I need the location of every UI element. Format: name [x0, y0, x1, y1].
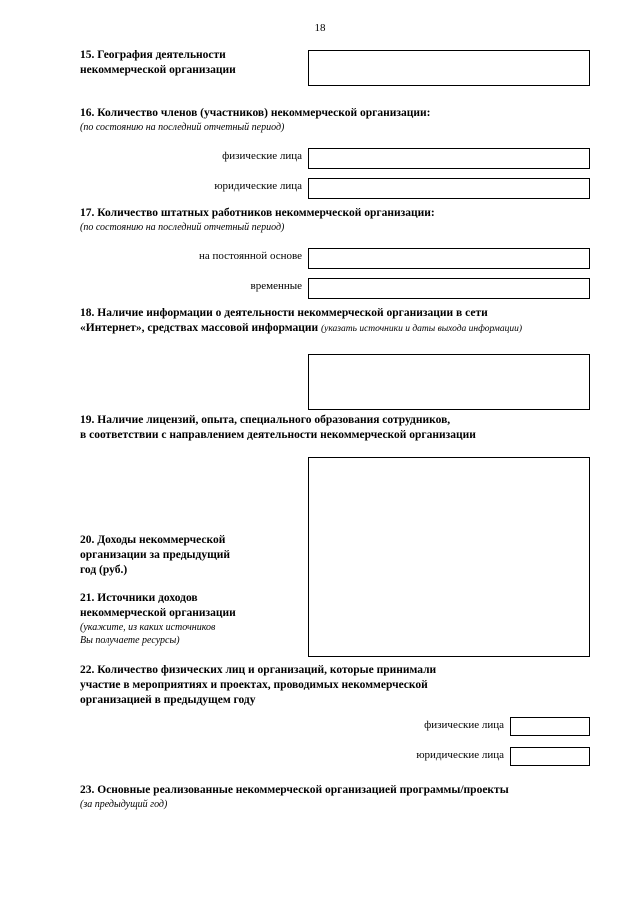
question-22-label-legal-entities: юридические лица [416, 749, 504, 761]
question-21-title-line1: 21. Источники доходов [80, 592, 198, 604]
question-16-label-legal-entities: юридические лица [214, 180, 302, 192]
question-18-input[interactable] [308, 354, 590, 410]
question-18-title-line1: 18. Наличие информации о деятельности некоммерческой организации в сети [80, 307, 488, 319]
question-22-label-individuals: физические лица [424, 719, 504, 731]
question-22-title [80, 663, 590, 708]
question-17-input-permanent[interactable] [308, 248, 590, 269]
question-21-title-line2: некоммерческой организации [80, 607, 236, 619]
question-22-input-individuals[interactable] [510, 717, 590, 736]
question-18-title-line2-text: «Интернет», средствах массовой информации [80, 322, 319, 334]
page-number: 18 [314, 22, 326, 34]
question-23-title-line1: 23. Основные реализованные некоммерческой организацией программы/проекты [80, 784, 509, 796]
question-20 [80, 533, 305, 578]
question-18-note: (указать источники и даты выхода информации) [320, 324, 522, 334]
question-19-input[interactable] [308, 457, 590, 657]
question-15-input[interactable] [308, 50, 590, 86]
question-22-input-legal-entities[interactable] [510, 747, 590, 766]
question-15-title-line2: некоммерческой организации [80, 64, 236, 76]
question-16-input-individuals[interactable] [308, 148, 590, 169]
question-19-title-line1: 19. Наличие лицензий, опыта, специального образования сотрудников, [80, 414, 451, 426]
question-17-title: 17. Количество штатных работников некоммерческой организации: [80, 207, 435, 219]
question-21-note-line1: (укажите, из каких источников [80, 622, 216, 633]
question-22-title-line1: 22. Количество физических лиц и организаций, которые принимали [80, 664, 437, 676]
question-19 [80, 413, 590, 443]
question-19-title-line2: в соответствии с направлением деятельности некоммерческой организации [80, 429, 476, 441]
question-21 [80, 591, 305, 647]
question-23-subtitle: (за предыдущий год) [80, 799, 168, 810]
question-15-title [80, 48, 305, 78]
question-18 [80, 306, 590, 337]
question-20-title-line3: год (руб.) [80, 564, 128, 576]
question-16-label-individuals: физические лица [222, 150, 302, 162]
question-15-title-line1: 15. География деятельности [80, 49, 226, 61]
question-17 [80, 206, 590, 292]
question-18-title-line2 [80, 321, 590, 337]
question-17-input-temporary[interactable] [308, 278, 590, 299]
question-23 [80, 783, 590, 811]
question-22-title-line2: участие в мероприятиях и проектах, проводимых некоммерческой [80, 679, 428, 691]
question-17-label-temporary: временные [250, 280, 302, 292]
question-16-title: 16. Количество членов (участников) некоммерческой организации: [80, 107, 431, 119]
question-15 [80, 48, 590, 78]
question-20-title-line1: 20. Доходы некоммерческой [80, 534, 226, 546]
question-20-title-line2: организации за предыдущий [80, 549, 231, 561]
question-17-label-permanent: на постоянной основе [198, 250, 302, 262]
question-17-subtitle: (по состоянию на последний отчетный период) [80, 222, 285, 233]
question-16 [80, 106, 590, 192]
question-21-note-line2: Вы получаете ресурсы) [80, 635, 180, 646]
question-22 [80, 663, 590, 761]
question-16-input-legal-entities[interactable] [308, 178, 590, 199]
question-22-title-line3: организацией в предыдущем году [80, 694, 256, 706]
question-16-subtitle: (по состоянию на последний отчетный период) [80, 122, 285, 133]
